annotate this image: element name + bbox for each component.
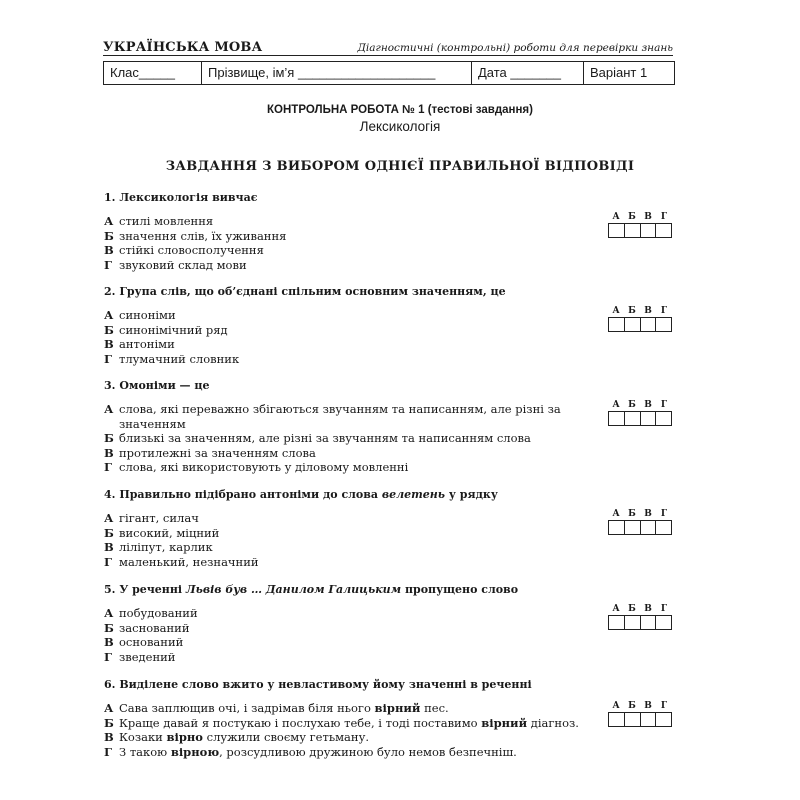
- option-text: заснований: [119, 620, 190, 635]
- question-6: [104, 678, 684, 759]
- option-text: синоніми: [119, 308, 176, 322]
- option-v[interactable]: [104, 337, 574, 352]
- question-2: [104, 285, 684, 366]
- option-text: ліліпут, карлик: [119, 540, 213, 555]
- answer-box-h[interactable]: [655, 521, 671, 534]
- option-letter: В: [104, 635, 114, 650]
- option-text: побудований: [119, 606, 198, 620]
- option-h[interactable]: [104, 555, 574, 570]
- option-letter: А: [104, 402, 114, 416]
- option-h[interactable]: [104, 650, 574, 665]
- name-field[interactable]: Прізвище, ім’я ___________________: [201, 62, 471, 84]
- option-b[interactable]: [104, 526, 574, 541]
- option-text: З такою: [119, 744, 171, 759]
- answer-grid: [608, 701, 672, 727]
- answer-grid: [608, 306, 672, 332]
- option-letter: В: [104, 445, 114, 460]
- answer-box-v[interactable]: [640, 521, 656, 534]
- header-subtitle: Діагностичні (контрольні) роботи для перевірки знань: [357, 42, 673, 54]
- subject-title: УКРАЇНСЬКА МОВА: [103, 40, 263, 55]
- answer-box-v[interactable]: [640, 318, 656, 331]
- options-list: [104, 214, 574, 272]
- answer-box-a[interactable]: [609, 318, 624, 331]
- answer-box-v[interactable]: [640, 412, 656, 425]
- option-letter: В: [104, 730, 114, 745]
- question-title-emphasis: Львів був … Данилом Галицьким: [185, 583, 402, 596]
- option-letter: Г: [104, 649, 112, 664]
- option-letter: В: [104, 243, 114, 258]
- answer-box-b[interactable]: [624, 224, 640, 237]
- grid-letter: Г: [660, 604, 668, 614]
- grid-letter: А: [612, 509, 620, 519]
- option-text: звуковий склад мови: [119, 257, 247, 272]
- option-letter: Г: [104, 460, 112, 475]
- answer-box-h[interactable]: [655, 412, 671, 425]
- question-title-text: пропущено слово: [401, 583, 519, 596]
- option-text: Краще давай я постукаю і послухаю тебе, і тоді поставимо: [119, 715, 482, 730]
- highlighted-word: вірний: [374, 701, 421, 715]
- page-header: [103, 40, 673, 56]
- section-title: ЗАВДАННЯ З ВИБОРОМ ОДНІЄЇ ПРАВИЛЬНОЇ ВІДПОВІДІ: [165, 159, 635, 174]
- options-list: [104, 511, 574, 569]
- answer-box-h[interactable]: [655, 318, 671, 331]
- date-field[interactable]: Дата _______: [471, 62, 583, 84]
- option-text: пес.: [420, 701, 449, 715]
- option-b[interactable]: [104, 621, 574, 636]
- option-letter: Б: [104, 228, 114, 243]
- option-a[interactable]: [104, 402, 574, 431]
- option-letter: А: [104, 606, 114, 620]
- grid-letter: Г: [660, 509, 668, 519]
- question-title-text: у рядку: [445, 488, 498, 501]
- grid-letter: Г: [660, 701, 668, 711]
- option-text: значення слів, їх уживання: [119, 228, 287, 243]
- option-text: стійкі словосполучення: [119, 243, 264, 258]
- option-letter: Г: [104, 744, 112, 759]
- test-topic: Лексикологія: [359, 119, 441, 134]
- answer-grid: [608, 212, 672, 238]
- question-title: [104, 488, 684, 502]
- highlighted-word: вірно: [166, 730, 203, 745]
- grid-letter: В: [644, 212, 652, 222]
- question-title-text: 4. Правильно підібрано антоніми до слова: [104, 488, 382, 501]
- question-5: [104, 583, 684, 664]
- grid-letter: Г: [660, 400, 668, 410]
- option-text: антоніми: [119, 337, 175, 352]
- option-v[interactable]: [104, 446, 574, 461]
- option-letter: Б: [104, 525, 114, 540]
- answer-box-b[interactable]: [624, 713, 640, 726]
- option-h[interactable]: [104, 352, 574, 367]
- options-list: [104, 701, 604, 759]
- option-text: діагноз.: [527, 715, 579, 730]
- option-b[interactable]: [104, 229, 574, 244]
- answer-grid: [608, 509, 672, 535]
- option-text: служили своєму гетьману.: [202, 730, 369, 745]
- answer-grid: [608, 604, 672, 630]
- grid-letter: В: [644, 701, 652, 711]
- header-rule: [103, 55, 673, 56]
- option-v[interactable]: [104, 730, 604, 745]
- answer-box-h[interactable]: [655, 616, 671, 629]
- option-letter: Б: [104, 322, 114, 337]
- grid-letter: Б: [628, 306, 636, 316]
- option-letter: В: [104, 540, 114, 555]
- option-text: протилежні за значенням слова: [119, 445, 316, 460]
- option-a[interactable]: [104, 308, 574, 323]
- option-letter: Б: [104, 431, 114, 446]
- option-text: слова, які використовують у діловому мовленні: [119, 460, 409, 475]
- option-v[interactable]: [104, 635, 574, 650]
- option-text: високий, міцний: [119, 525, 220, 540]
- grid-letter: А: [612, 306, 620, 316]
- option-a[interactable]: [104, 606, 574, 621]
- grid-letter: А: [612, 400, 620, 410]
- answer-box-a[interactable]: [609, 713, 624, 726]
- grid-letter: Б: [628, 604, 636, 614]
- grid-letter: Б: [628, 400, 636, 410]
- option-text: стилі мовлення: [119, 214, 214, 228]
- options-list: [104, 308, 574, 366]
- options-list: [104, 606, 574, 664]
- question-3: [104, 379, 684, 475]
- option-v[interactable]: [104, 540, 574, 555]
- option-b[interactable]: [104, 323, 574, 338]
- answer-box-b[interactable]: [624, 616, 640, 629]
- highlighted-word: вірний: [481, 715, 528, 730]
- student-info-box: [103, 61, 675, 85]
- grid-letter: Б: [628, 212, 636, 222]
- answer-box-b[interactable]: [624, 318, 640, 331]
- option-text: Сава заплющив очі, і задрімав біля нього: [119, 701, 375, 715]
- option-b[interactable]: [104, 431, 574, 446]
- option-h[interactable]: [104, 460, 574, 475]
- option-letter: А: [104, 308, 114, 322]
- answer-box-h[interactable]: [655, 224, 671, 237]
- option-text: тлумачний словник: [119, 351, 240, 366]
- option-text: гігант, силач: [119, 511, 199, 525]
- option-letter: Г: [104, 351, 112, 366]
- answer-box-b[interactable]: [624, 412, 640, 425]
- option-text: , розсудливою дружиною було немов безпечніш.: [219, 744, 517, 759]
- test-title: КОНТРОЛЬНА РОБОТА № 1 (тестові завдання): [267, 104, 533, 116]
- option-letter: Г: [104, 257, 112, 272]
- option-v[interactable]: [104, 243, 574, 258]
- grid-letter: Г: [660, 212, 668, 222]
- grid-letter: В: [644, 400, 652, 410]
- question-title: 6. Виділене слово вжито у невластивому йому значенні в реченні: [104, 678, 532, 691]
- answer-box-v[interactable]: [640, 713, 656, 726]
- question-1: [104, 191, 684, 272]
- option-text: Козаки: [119, 730, 167, 745]
- option-letter: А: [104, 701, 114, 715]
- grid-letter: В: [644, 604, 652, 614]
- class-field[interactable]: Клас_____: [110, 65, 176, 80]
- question-title: 3. Омоніми — це: [104, 379, 210, 392]
- grid-letter: В: [644, 306, 652, 316]
- option-text: близькі за значенням, але різні за звучанням та написанням слова: [119, 431, 531, 446]
- option-text: зведений: [119, 649, 176, 664]
- option-b[interactable]: [104, 716, 604, 731]
- option-a[interactable]: [104, 511, 574, 526]
- answer-box-a[interactable]: [609, 616, 624, 629]
- option-a[interactable]: [104, 214, 574, 229]
- answer-box-a[interactable]: [609, 224, 624, 237]
- option-text: оснований: [119, 635, 184, 650]
- option-h[interactable]: [104, 258, 574, 273]
- option-h[interactable]: [104, 745, 604, 760]
- answer-grid: [608, 400, 672, 426]
- option-text: синонімічний ряд: [119, 322, 228, 337]
- answer-box-a[interactable]: [609, 412, 624, 425]
- question-title-text: 5. У реченні: [104, 583, 186, 596]
- question-title: [104, 583, 684, 597]
- option-text: маленький, незначний: [119, 554, 259, 569]
- answer-box-b[interactable]: [624, 521, 640, 534]
- option-text: слова, які переважно збігаються звучанням та написанням, але різні за значенням: [119, 402, 561, 431]
- grid-letter: Б: [628, 509, 636, 519]
- answer-box-v[interactable]: [640, 224, 656, 237]
- highlighted-word: вірною: [170, 744, 220, 759]
- question-title-emphasis: велетень: [381, 488, 446, 501]
- option-letter: А: [104, 214, 114, 228]
- option-a[interactable]: [104, 701, 604, 716]
- option-letter: Г: [104, 554, 112, 569]
- grid-letter: А: [612, 212, 620, 222]
- grid-letter: Б: [628, 701, 636, 711]
- grid-letter: В: [644, 509, 652, 519]
- options-list: [104, 402, 574, 475]
- option-letter: Б: [104, 620, 114, 635]
- question-title: 1. Лексикологія вивчає: [104, 191, 258, 204]
- answer-box-h[interactable]: [655, 713, 671, 726]
- variant-field: Варіант 1: [583, 62, 674, 84]
- question-title: 2. Група слів, що об’єднані спільним основним значенням, це: [104, 285, 506, 298]
- grid-letter: А: [612, 701, 620, 711]
- option-letter: В: [104, 337, 114, 352]
- answer-box-a[interactable]: [609, 521, 624, 534]
- question-4: [104, 488, 684, 569]
- option-letter: Б: [104, 715, 114, 730]
- option-letter: А: [104, 511, 114, 525]
- grid-letter: А: [612, 604, 620, 614]
- answer-box-v[interactable]: [640, 616, 656, 629]
- grid-letter: Г: [660, 306, 668, 316]
